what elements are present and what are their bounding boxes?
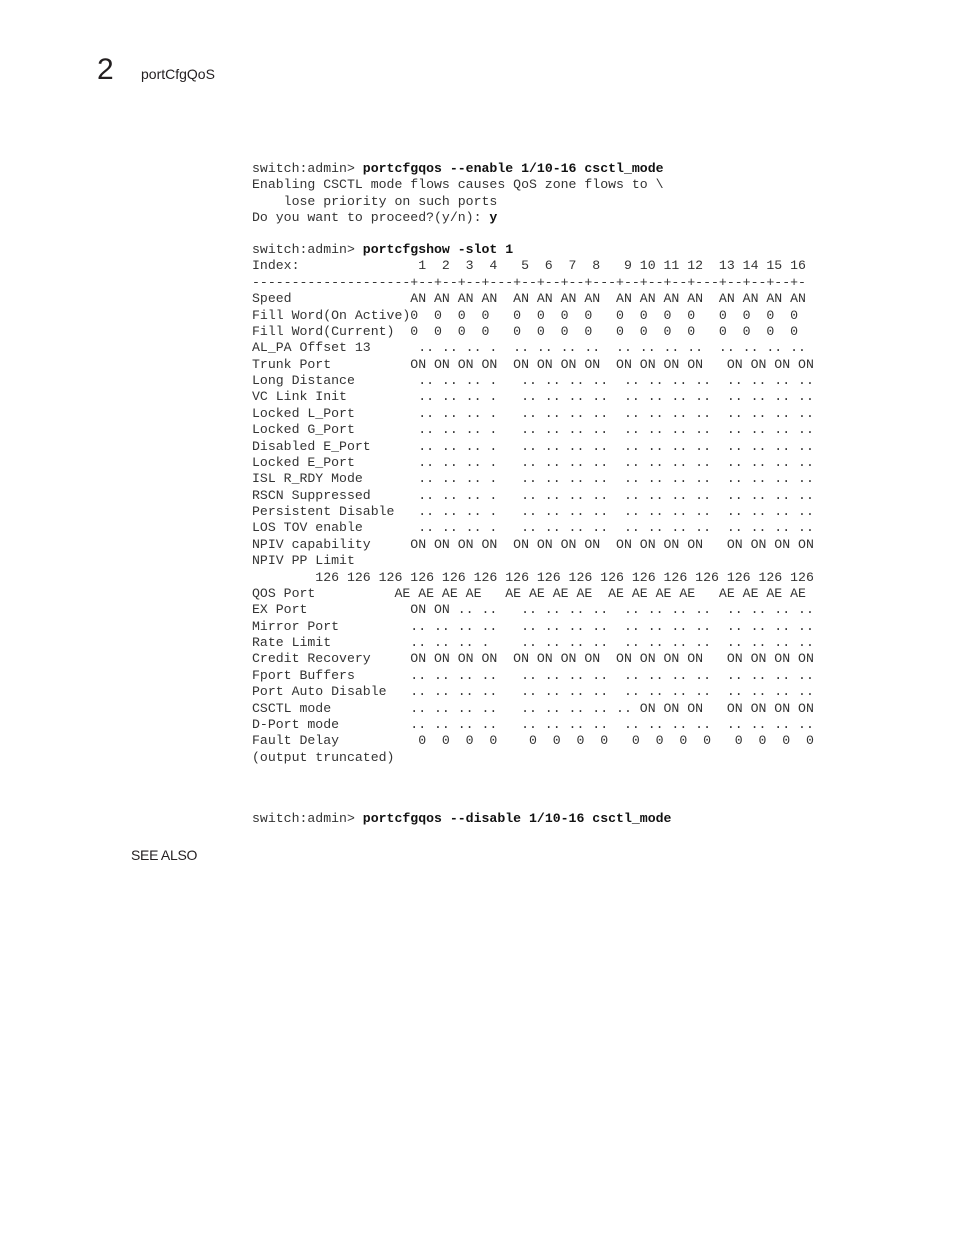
output-line: NPIV PP Limit (252, 553, 355, 569)
output-line: Long Distance .. .. .. . .. .. .. .. .. .. .. .. .. .. .. .. (252, 373, 814, 388)
output-line: Fill Word(Current) 0 0 0 0 0 0 0 0 0 0 0 0 0 0 0 0 (252, 323, 799, 339)
output-line: CSCTL mode .. .. .. .. .. .. .. .. .. ON ON ON ON ON ON ON (252, 700, 814, 716)
output-line: --------------------+--+--+--+---+--+--+--+---+--+--+--+---+--+--+--+- (252, 274, 806, 290)
output-line: RSCN Suppressed .. .. .. . .. .. .. .. .. .. .. .. .. .. .. .. (252, 487, 814, 503)
command-output (252, 258, 814, 764)
output-line: Rate Limit .. .. .. . .. .. .. .. .. .. .. .. .. .. .. .. (252, 635, 814, 650)
output-line: AL_PA Offset 13 .. .. .. . .. .. .. .. .. .. .. .. .. .. .. .. (252, 340, 806, 356)
output-line: Index: 1 2 3 4 5 6 7 8 9 10 11 12 13 14 15 16 (252, 258, 806, 274)
output-line: NPIV capability ON ON ON ON ON ON ON ON ON ON ON ON ON ON ON ON (252, 536, 814, 552)
prompt: switch:admin> (252, 811, 363, 826)
output-line: Mirror Port .. .. .. .. .. .. .. .. .. .. .. .. .. .. .. .. (252, 618, 814, 634)
output-line: EX Port ON ON .. .. .. .. .. .. .. .. .. .. .. .. .. .. (252, 602, 814, 618)
output-line: Disabled E_Port .. .. .. . .. .. .. .. .. .. .. .. .. .. .. .. (252, 438, 814, 454)
output-line: Credit Recovery ON ON ON ON ON ON ON ON ON ON ON ON ON ON ON ON (252, 651, 814, 667)
command-enable: portcfgqos --enable 1/10-16 csctl_mode (362, 161, 664, 176)
output-line: VC Link Init .. .. .. . .. .. .. .. .. .. .. .. .. .. .. .. (252, 389, 814, 405)
output-line: Enabling CSCTL mode flows causes QoS zone flows to \ (252, 177, 664, 193)
disable-example (252, 811, 671, 827)
output-line: QOS Port AE AE AE AE AE AE AE AE AE AE AE AE AE AE AE AE (252, 585, 806, 601)
enable-example (252, 161, 664, 227)
output-line: Locked E_Port .. .. .. . .. .. .. .. .. .. .. .. .. .. .. .. (252, 454, 814, 470)
output-line: D-Port mode .. .. .. .. .. .. .. .. .. .. .. .. .. .. .. .. (252, 716, 814, 732)
running-head: portCfgQoS (141, 66, 215, 82)
output-line: 126 126 126 126 126 126 126 126 126 126 126 126 126 126 126 126 (252, 569, 814, 585)
output-line: Fill Word(On Active)0 0 0 0 0 0 0 0 0 0 0 0 0 0 0 0 (252, 307, 799, 323)
show-example (252, 242, 814, 766)
output-line: Speed AN AN AN AN AN AN AN AN AN AN AN AN AN AN AN AN (252, 291, 806, 307)
confirm-answer: y (489, 210, 498, 226)
output-line: Fport Buffers .. .. .. .. .. .. .. .. .. .. .. .. .. .. .. .. (252, 667, 814, 683)
output-line: lose priority on such ports (252, 193, 498, 209)
confirm-question: Do you want to proceed?(y/n): (252, 210, 490, 226)
output-line: Fault Delay 0 0 0 0 0 0 0 0 0 0 0 0 0 0 0 0 (252, 733, 814, 749)
prompt: switch:admin> (252, 161, 363, 176)
chapter-number: 2 (97, 53, 114, 86)
output-line: Port Auto Disable .. .. .. .. .. .. .. .. .. .. .. .. .. .. .. .. (252, 684, 814, 700)
output-line: Locked G_Port .. .. .. . .. .. .. .. .. .. .. .. .. .. .. .. (252, 422, 814, 438)
output-line: LOS TOV enable .. .. .. . .. .. .. .. .. .. .. .. .. .. .. .. (252, 520, 814, 536)
output-line: Persistent Disable .. .. .. . .. .. .. .. .. .. .. .. .. .. .. .. (252, 504, 814, 519)
output-line: (output truncated) (252, 749, 395, 765)
see-also-heading: SEE ALSO (131, 847, 198, 863)
output-line: Trunk Port ON ON ON ON ON ON ON ON ON ON ON ON ON ON ON ON (252, 356, 814, 372)
command-disable: portcfgqos --disable 1/10-16 csctl_mode (362, 811, 672, 826)
prompt: switch:admin> (252, 242, 363, 257)
output-line: Locked L_Port .. .. .. . .. .. .. .. .. .. .. .. .. .. .. .. (252, 405, 814, 421)
output-line: ISL R_RDY Mode .. .. .. . .. .. .. .. .. .. .. .. .. .. .. .. (252, 471, 814, 487)
command-show: portcfgshow -slot 1 (362, 242, 514, 257)
